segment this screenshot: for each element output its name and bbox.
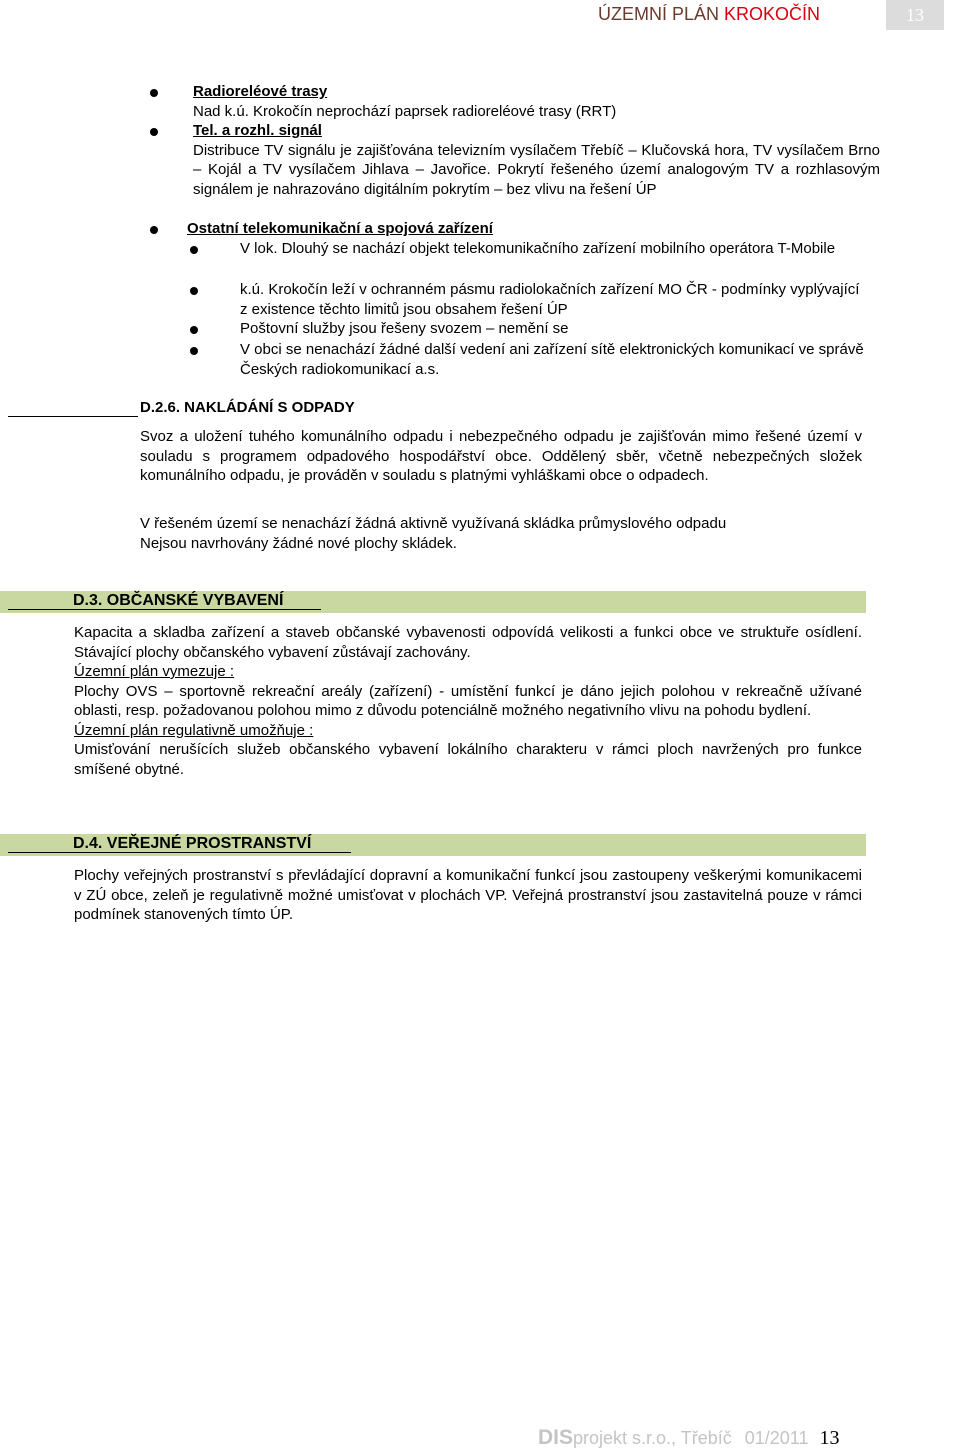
item-text: Distribuce TV signálu je zajišťována televizním vysílačem Třebíč – Klučovská hora, TV vysílačem Brno – Kojál a TV vysílačem Jihlava – Javořice. Pokrytí řešeného území analogovým TV a rozhlasovým signálem je nahrazováno digitálním pokrytím – bez vlivu na řešení ÚP [193, 141, 880, 198]
waste-line-1: V řešeném území se nenachází žádná aktivně využívaná skládka průmyslového odpadu [140, 515, 727, 532]
bullet-icon [190, 246, 198, 254]
bullet-icon [190, 287, 198, 295]
list-item [150, 82, 880, 121]
list-item [190, 319, 870, 339]
bullet-icon [150, 226, 158, 234]
bullet-icon [190, 326, 198, 334]
waste-line-2: Nejsou navrhovány žádné nové plochy skládek. [140, 534, 457, 552]
header-page-number: 13 [886, 0, 944, 30]
footer-date: 01/2011 [744, 1428, 809, 1448]
civic-paragraph [74, 623, 862, 779]
bullet-icon [150, 128, 158, 136]
list-item [190, 280, 870, 319]
waste-paragraph: Svoz a uložení tuhého komunálního odpadu i nebezpečného odpadu je zajišťován mimo řešené území v souladu s programem odpadového hospodářství obce. Oddělený sběr, včetně nebezpečných složek komunálního odpadu, je prováděn v souladu s platnými vyhláškami obce o odpadech. [140, 428, 862, 484]
list-item [190, 340, 870, 379]
waste-paragraph-2 [140, 514, 862, 553]
section-title-waste: D.2.6. NAKLÁDÁNÍ S ODPADY [140, 399, 355, 416]
list-item [150, 121, 880, 199]
public-space-paragraph: Plochy veřejných prostranství s převládající dopravní a komunikační funkcí jsou zastoupeny veškerými komunikacemi v ZÚ obce, zeleň je regulativně možné umisťovat v plochách VP. Veřejná prostranství jsou zastavitelná pouze v rámci podmínek stanovených tímto ÚP. [74, 867, 862, 923]
footer-page-number: 13 [819, 1427, 840, 1449]
item-title: Tel. a rozhl. signál [193, 122, 322, 139]
item-text: k.ú. Krokočín leží v ochranném pásmu radiolokačních zařízení MO ČR - podmínky vyplývající z existence těchto limitů jsou obsahem řešení ÚP [240, 281, 860, 318]
item-text: Poštovní služby jsou řešeny svozem – nemění se [240, 320, 569, 337]
document-footer [538, 1423, 840, 1453]
item-text: Nad k.ú. Krokočín neprochází paprsek radioreléové trasy (RRT) [193, 102, 617, 120]
item-text: V obci se nenachází žádné další vedení ani zařízení sítě elektronických komunikací ve správě Českých radiokomunikací a.s. [240, 341, 864, 378]
footer-company: projekt s.r.o., Třebíč [573, 1428, 732, 1448]
civic-label-allows: Územní plán regulativně umožňuje : [74, 721, 314, 739]
civic-services-text: Umisťování nerušících služeb občanského vybavení lokálního charakteru v rámci ploch navržených pro funkce smíšené obytné. [74, 741, 862, 778]
item-title: Ostatní telekomunikační a spojová zařízení [187, 220, 493, 237]
section-title-civic: D.3. OBČANSKÉ VYBAVENÍ [8, 591, 321, 610]
list-item [150, 219, 880, 239]
civic-ovs-text: Plochy OVS – sportovně rekreační areály (zařízení) - umístění funkcí je dáno jejich polohou v rekreačně užívané oblasti, resp. požadovanou polohou mimo z důvodu potenciálně možného negativního vlivu na pohodu bydlení. [74, 682, 862, 719]
header-title-main: ÚZEMNÍ PLÁN [597, 4, 724, 24]
list-item [190, 239, 870, 259]
civic-intro: Kapacita a skladba zařízení a staveb občanské vybavenosti odpovídá velikosti a funkci obce ve struktuře osídlení. Stávající plochy občanského vybavení zůstávají zachovány. [74, 624, 862, 661]
section-rule [8, 416, 138, 417]
document-header-title [598, 4, 820, 25]
civic-label-defines: Územní plán vymezuje : [74, 663, 235, 680]
footer-brand: DIS [538, 1426, 574, 1449]
bullet-icon [190, 347, 198, 355]
item-text: V lok. Dlouhý se nachází objekt telekomunikačního zařízení mobilního operátora T-Mobile [240, 240, 836, 257]
header-title-village: KROKOČÍN [723, 4, 820, 24]
item-title: Radioreléové trasy [193, 83, 328, 100]
bullet-icon [150, 89, 158, 97]
section-title-public-space: D.4. VEŘEJNÉ PROSTRANSTVÍ [8, 834, 351, 853]
